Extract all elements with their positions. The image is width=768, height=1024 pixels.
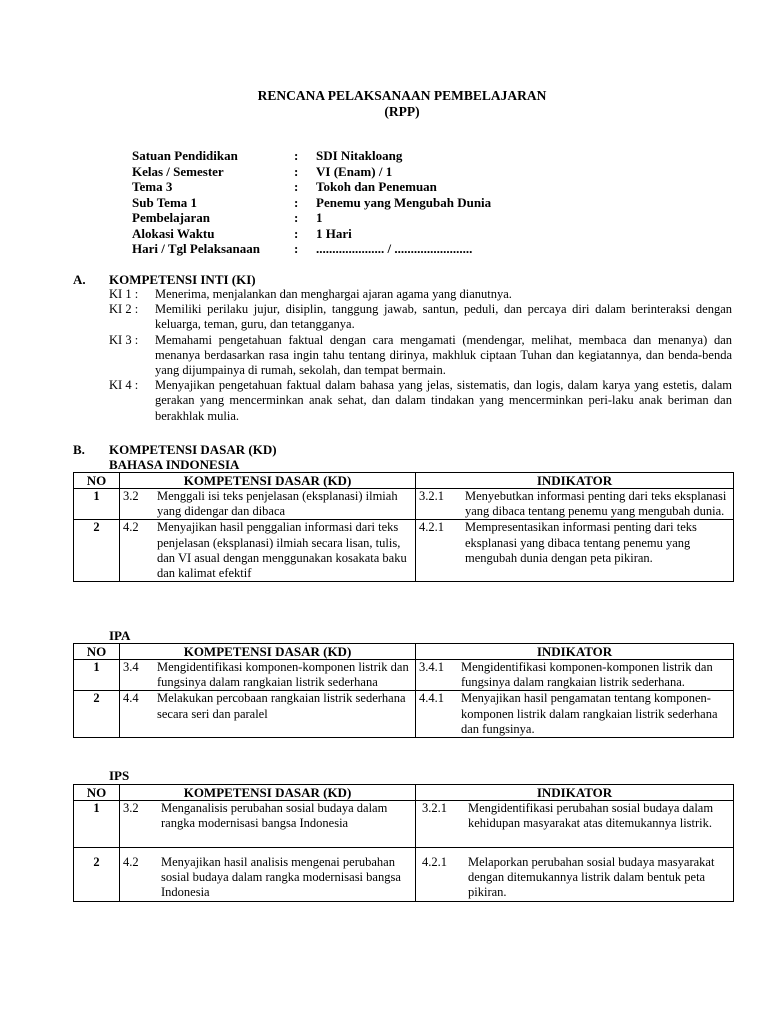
kd-cell (120, 691, 416, 738)
indicator-cell (416, 848, 734, 902)
ki-label: KI 1 : (109, 287, 139, 301)
identity-value: VI (Enam) / 1 (316, 163, 393, 179)
kd-text: Melakukan percobaan rangkaian listrik sederhana secara seri dan paralel (157, 691, 406, 721)
section-letter: A. (73, 272, 86, 287)
table-header-row (74, 785, 734, 801)
table-row (74, 801, 734, 848)
kd-code: 3.4 (123, 660, 139, 674)
section-title: KOMPETENSI INTI (KI) (109, 272, 256, 287)
indicator-code: 3.4.1 (419, 660, 444, 674)
kd-text: Menyajikan hasil penggalian informasi dari teks penjelasan (eksplanasi) ilmiah secara lisan, tulis, dan VI asual dengan menggunakan kosakata baku dan kalimat efektif (157, 520, 407, 581)
identity-label: Pembelajaran (132, 210, 210, 225)
kd-code: 4.2 (123, 520, 139, 535)
table-header-row (74, 473, 734, 489)
row-number: 1 (74, 489, 120, 520)
identity-colon: : (294, 179, 299, 194)
column-header-kd: KOMPETENSI DASAR (KD) (120, 785, 416, 801)
identity-row (132, 210, 491, 226)
kd-cell (120, 848, 416, 902)
kd-cell (120, 520, 416, 582)
indicator-code: 4.2.1 (419, 520, 444, 535)
identity-label: Tema 3 (132, 179, 173, 194)
ki-label: KI 3 : (109, 332, 139, 347)
indicator-text: Mengidentifikasi perubahan sosial budaya dalam kehidupan masyarakat atas ditemukannya listrik. (468, 801, 714, 831)
kd-text: Mengidentifikasi komponen-komponen listrik dan fungsinya dalam rangkaian listrik sederhana (157, 660, 409, 690)
table-row (74, 691, 734, 738)
identity-row (132, 148, 491, 164)
indicator-code: 3.2.1 (419, 489, 444, 503)
identity-row (132, 195, 491, 211)
table-header-row (74, 644, 734, 660)
subject-heading: IPS (109, 768, 130, 783)
indicator-text: Mempresentasikan informasi penting dari teks eksplanasi yang dibaca tentang penemu yang mengubah dunia dengan peta pikiran. (465, 520, 697, 565)
indicator-text: Menyajikan hasil pengamatan tentang komponen-komponen listrik dalam rangkaian listrik sederhana dan fungsinya. (461, 691, 718, 736)
row-number: 2 (74, 691, 120, 738)
column-header-no: NO (74, 644, 120, 660)
table-row (74, 489, 734, 520)
section-title: KOMPETENSI DASAR (KD) (109, 442, 277, 457)
row-number: 2 (74, 520, 120, 582)
ki-item (109, 302, 732, 332)
column-header-no: NO (74, 473, 120, 489)
identity-row (132, 241, 491, 257)
indicator-cell (416, 801, 734, 848)
identity-row (132, 226, 491, 242)
identity-value: ..................... / ........................ (316, 241, 473, 256)
column-header-indikator: INDIKATOR (416, 473, 734, 489)
ki-text: Menerima, menjalankan dan menghargai ajaran agama yang dianutnya. (155, 287, 512, 301)
kd-code: 4.2 (123, 855, 139, 869)
ki-text: Menyajikan pengetahuan faktual dalam bahasa yang jelas, sistematis, dan logis, dalam karya yang estetis, dalam gerakan yang mencerminkan anak sehat, dan dalam tindakan yang mencerminkan peri-laku anak beriman dan berakhlak mulia. (155, 378, 732, 423)
document-subtitle: (RPP) (384, 104, 420, 119)
identity-colon: : (294, 241, 299, 256)
identity-value: 1 (316, 210, 323, 225)
kd-cell (120, 489, 416, 520)
column-header-indikator: INDIKATOR (416, 644, 734, 660)
identity-label: Satuan Pendidikan (132, 148, 238, 163)
ki-text: Memahami pengetahuan faktual dengan cara mengamati (mendengar, melihat, membaca dan menanya) dan menanya berdasarkan rasa ingin tahu tentang dirinya, makhluk ciptaan Tuhan dan kegiatannya, dan benda-benda yang dijumpainya di rumah, sekolah, dan tempat bermain. (155, 332, 732, 378)
identity-colon: : (294, 194, 299, 210)
column-header-kd: KOMPETENSI DASAR (KD) (120, 644, 416, 660)
indicator-cell (416, 660, 734, 691)
document-title: RENCANA PELAKSANAAN PEMBELAJARAN (257, 88, 547, 103)
row-number: 2 (74, 848, 120, 902)
identity-value: SDI Nitakloang (316, 148, 403, 163)
identity-label: Sub Tema 1 (132, 194, 198, 210)
column-header-kd: KOMPETENSI DASAR (KD) (120, 473, 416, 489)
indicator-cell (416, 691, 734, 738)
table-row (74, 520, 734, 582)
kd-code: 3.2 (123, 801, 139, 815)
ki-label: KI 2 : (109, 302, 139, 317)
indicator-text: Mengidentifikasi komponen-komponen listrik dan fungsinya dalam rangkaian listrik sederhana. (461, 660, 713, 690)
kd-cell (120, 660, 416, 691)
kd-table-ips (73, 784, 734, 902)
identity-table (132, 148, 491, 257)
kd-text: Menganalisis perubahan sosial budaya dalam rangka modernisasi bangsa Indonesia (161, 801, 388, 831)
section-letter: B. (73, 442, 85, 457)
ki-text: Memiliki perilaku jujur, disiplin, tanggung jawab, santun, peduli, dan percaya diri dalam berinteraksi dengan keluarga, teman, guru, dan tetangganya. (155, 302, 732, 332)
ki-item (109, 287, 732, 302)
identity-colon: : (294, 163, 299, 179)
identity-label: Hari / Tgl Pelaksanaan (132, 241, 260, 256)
kd-code: 4.4 (123, 691, 139, 706)
identity-row (132, 179, 491, 195)
identity-label: Kelas / Semester (132, 163, 224, 179)
kd-table-ipa (73, 643, 734, 738)
indicator-cell (416, 489, 734, 520)
kd-text: Menggali isi teks penjelasan (eksplanasi) ilmiah yang didengar dan dibaca (157, 489, 398, 519)
identity-value: 1 Hari (316, 225, 352, 241)
identity-colon: : (294, 210, 299, 225)
row-number: 1 (74, 660, 120, 691)
table-row (74, 660, 734, 691)
ki-list (109, 287, 732, 424)
kd-cell (120, 801, 416, 848)
indicator-cell (416, 520, 734, 582)
kd-text: Menyajikan hasil analisis mengenai perubahan sosial budaya dalam rangka modernisasi bangsa Indonesia (161, 855, 401, 900)
column-header-no: NO (74, 785, 120, 801)
column-header-indikator: INDIKATOR (416, 785, 734, 801)
ki-label: KI 4 : (109, 378, 139, 393)
identity-label: Alokasi Waktu (132, 225, 215, 241)
indicator-text: Melaporkan perubahan sosial budaya masyarakat dengan ditemukannya listrik dalam bentuk peta pikiran. (468, 855, 715, 900)
kd-code: 3.2 (123, 489, 139, 503)
identity-row (132, 164, 491, 180)
indicator-code: 4.2.1 (422, 855, 447, 869)
indicator-code: 4.4.1 (419, 691, 444, 706)
subject-heading: BAHASA INDONESIA (109, 457, 240, 472)
identity-colon: : (294, 148, 299, 163)
identity-value: Tokoh dan Penemuan (316, 179, 437, 194)
indicator-code: 3.2.1 (422, 801, 447, 815)
subject-heading: IPA (109, 628, 131, 643)
identity-value: Penemu yang Mengubah Dunia (316, 194, 492, 210)
identity-colon: : (294, 225, 299, 241)
ki-item (109, 378, 732, 424)
row-number: 1 (74, 801, 120, 848)
kd-table-bahasa-indonesia (73, 472, 734, 582)
indicator-text: Menyebutkan informasi penting dari teks eksplanasi yang dibaca tentang penemu yang mengubah dunia. (465, 489, 727, 519)
ki-item (109, 333, 732, 379)
table-row (74, 848, 734, 902)
